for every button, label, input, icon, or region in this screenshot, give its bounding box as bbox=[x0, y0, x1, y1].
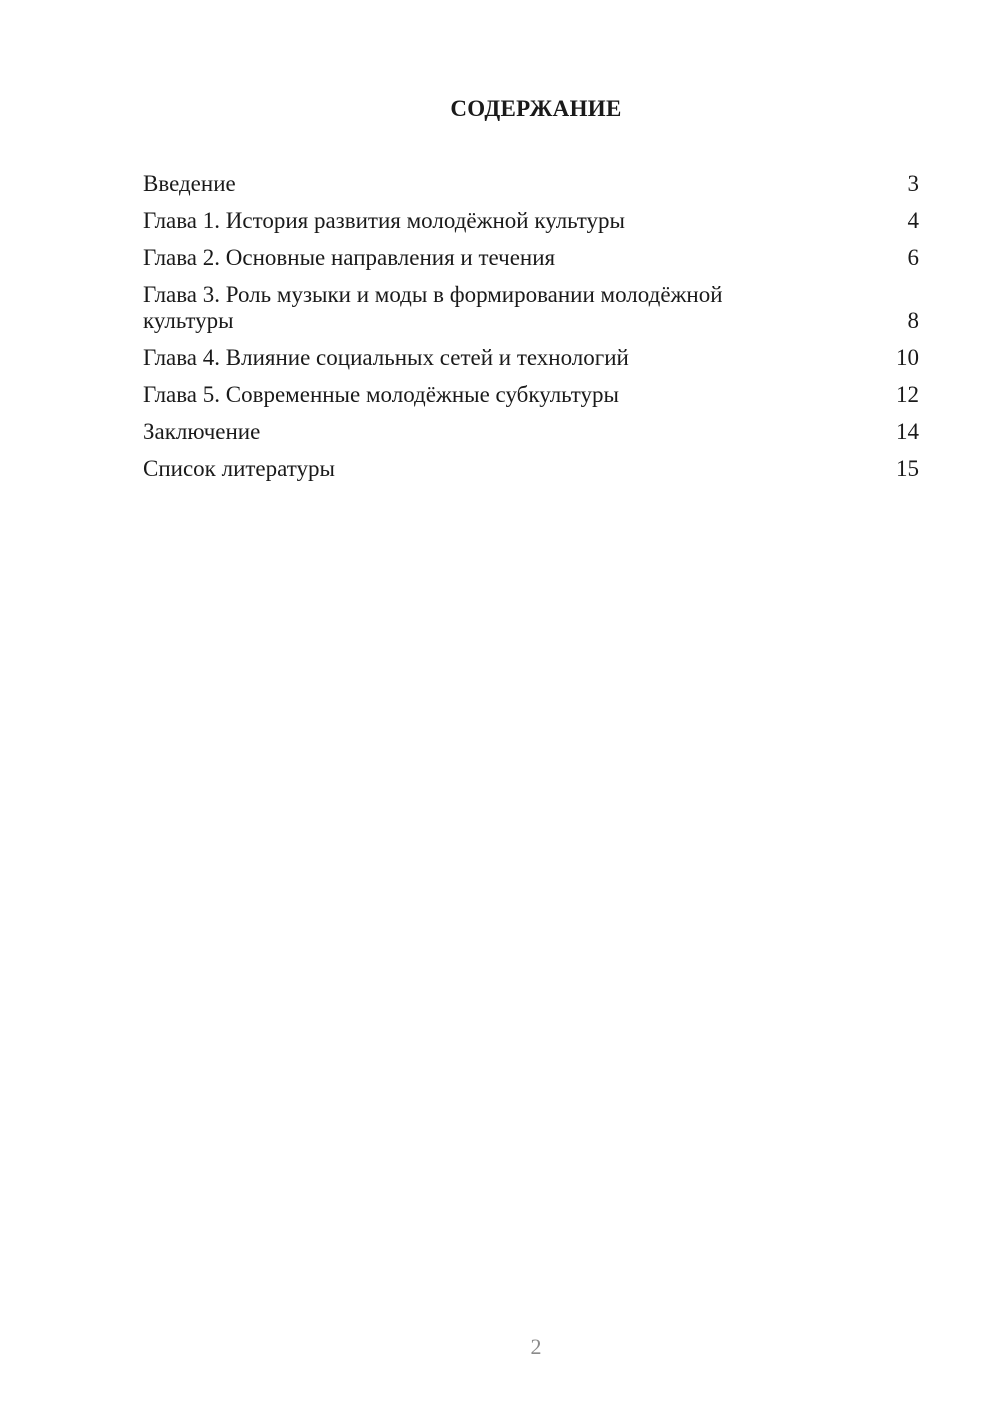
toc-entry-label: Заключение bbox=[143, 419, 261, 444]
toc-entry-label: Список литературы bbox=[143, 456, 335, 481]
toc-entry-page: 15 bbox=[896, 456, 919, 481]
toc-entry-label: Глава 4. Влияние социальных сетей и технологий bbox=[143, 345, 629, 370]
toc-entry-label: Введение bbox=[143, 171, 236, 196]
toc-entry-chapter-4 bbox=[143, 345, 919, 371]
toc-entry-chapter-1 bbox=[143, 208, 919, 234]
toc-entry-page: 8 bbox=[907, 308, 919, 333]
toc-entry-page: 12 bbox=[896, 382, 919, 407]
page-title: СОДЕРЖАНИЕ bbox=[450, 96, 622, 121]
toc-entry-label: Глава 2. Основные направления и течения bbox=[143, 245, 556, 270]
toc-entry-chapter-5 bbox=[143, 382, 919, 408]
toc-entry-label: Глава 3. Роль музыки и моды в формировании молодёжной культуры bbox=[143, 282, 723, 333]
toc-entry-page: 14 bbox=[896, 419, 919, 444]
toc-entry-page: 6 bbox=[907, 245, 919, 270]
toc-entry-chapter-2 bbox=[143, 245, 919, 271]
toc-entry-conclusion bbox=[143, 419, 919, 445]
toc-entry-page: 4 bbox=[907, 208, 919, 233]
toc-entry-page: 10 bbox=[896, 345, 919, 370]
toc-entry-label: Глава 5. Современные молодёжные субкультуры bbox=[143, 382, 619, 407]
toc-entry-introduction bbox=[143, 171, 919, 197]
table-of-contents bbox=[143, 171, 919, 493]
toc-entry-page: 3 bbox=[907, 171, 919, 196]
toc-entry-bibliography bbox=[143, 456, 919, 482]
page-number: 2 bbox=[530, 1334, 542, 1359]
toc-entry-label: Глава 1. История развития молодёжной культуры bbox=[143, 208, 625, 233]
toc-entry-chapter-3 bbox=[143, 282, 919, 334]
